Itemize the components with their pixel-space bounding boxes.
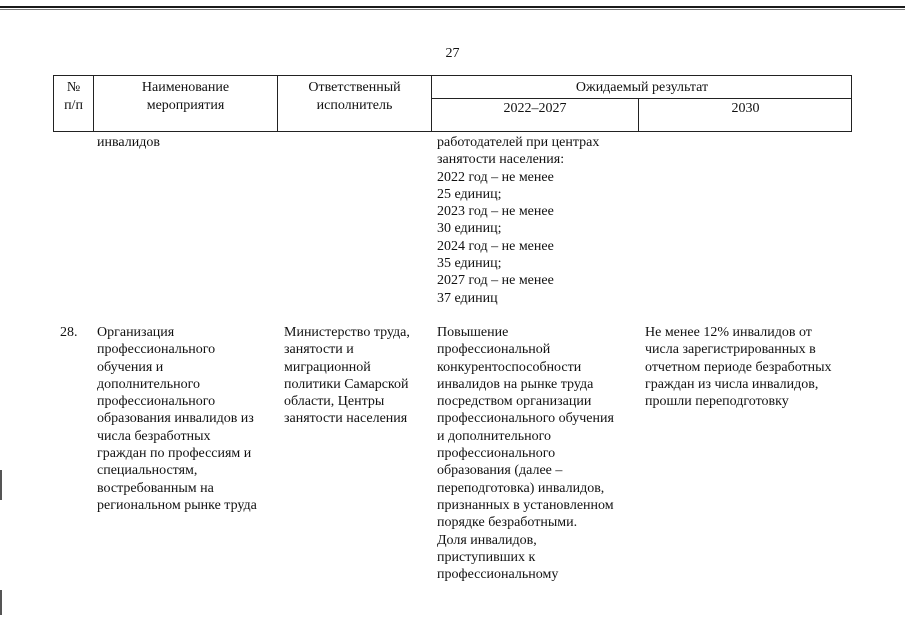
scan-edge-mark [0,590,2,615]
page-number: 27 [445,46,460,61]
header-name: Наименование мероприятия [141,80,230,113]
continuation-result-2022-2027: работодателей при центрах занятости населения: 2022 год – не менее 25 единиц; 2023 год – не менее 30 единиц; 2024 год – не менее 35 единиц; 2027 год – не менее 37 единиц [437,135,600,306]
row-result-2030: Не менее 12% инвалидов от числа зарегистрированных в отчетном периоде безработных граждан из числа инвалидов, прошли переподготовку [645,325,832,410]
header-2022-2027: 2022–2027 [503,101,567,116]
header-2030: 2030 [731,101,760,116]
table-header [53,75,852,132]
header-responsible: Ответственный исполнитель [308,80,401,113]
row-result-2022-2027: Повышение профессиональной конкурентоспособности инвалидов на рынке труда посредством организации профессионального обучения и дополнительного профессионального образования (далее – переподготовка) инвалидов, признанных в установленном порядке безработными. Доля инвалидов, приступивших к профессиональному [437,325,614,583]
top-border-line-thin [0,9,905,10]
scan-edge-mark [0,470,2,500]
top-border-line [0,6,905,8]
row-number: 28. [60,325,78,340]
header-expected-result: Ожидаемый результат [575,80,709,95]
header-number: № п/п [64,80,83,113]
continuation-name: инвалидов [97,135,160,150]
header-subdivider [431,98,852,99]
row-responsible: Министерство труда, занятости и миграционной политики Самарской области, Центры занятости населения [284,325,410,427]
row-name: Организация профессионального обучения и дополнительного профессионального образования инвалидов из числа безработных граждан по профессиям и специальностям, востребованным на региональном рынке труда [97,325,257,513]
